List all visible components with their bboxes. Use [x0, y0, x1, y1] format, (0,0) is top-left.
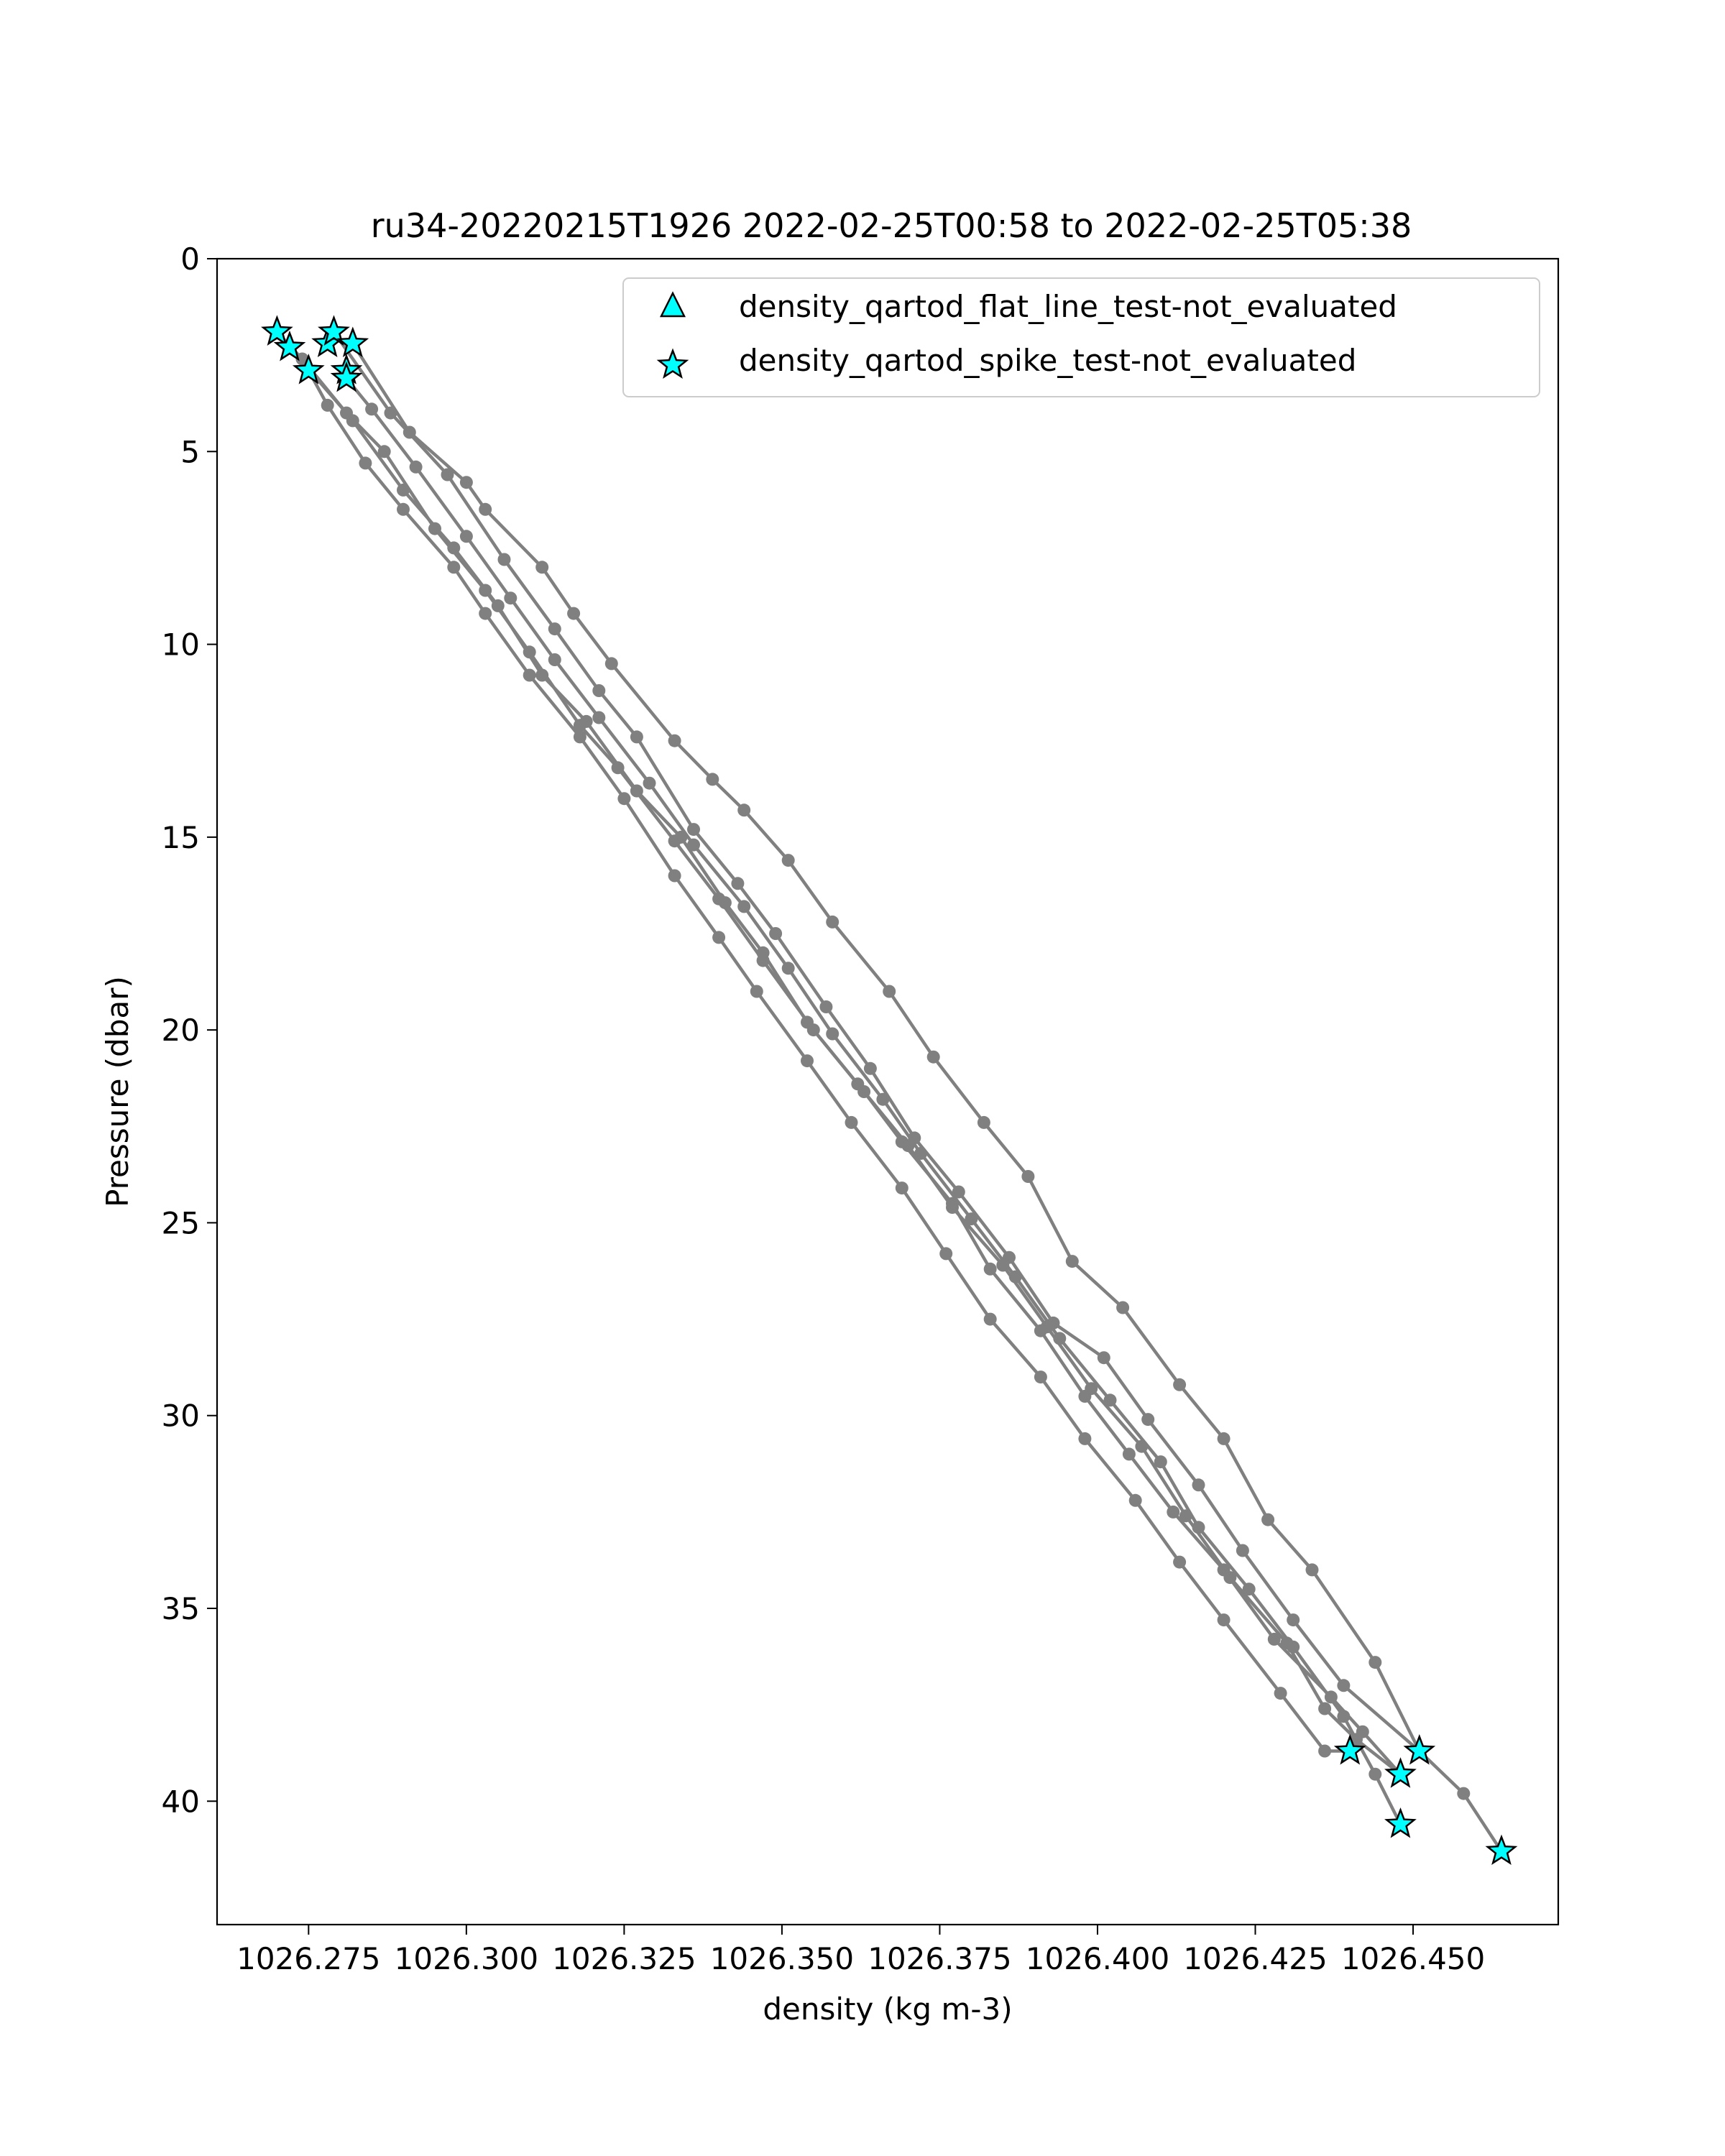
- y-tick-label: 0: [180, 241, 200, 277]
- profile-point: [1306, 1563, 1319, 1576]
- profile-point: [769, 927, 782, 940]
- profile-point: [801, 1054, 814, 1067]
- profile-point: [321, 399, 334, 412]
- profile-point: [1218, 1432, 1230, 1445]
- profile-point: [668, 834, 681, 847]
- profile-point: [1141, 1413, 1154, 1426]
- profile-point: [359, 456, 372, 469]
- x-tick-label: 1026.325: [552, 1941, 696, 1976]
- profile-point: [574, 730, 586, 743]
- y-tick-label: 20: [161, 1013, 200, 1049]
- profile-point: [807, 1023, 820, 1036]
- y-tick-label: 5: [180, 434, 200, 470]
- profile-point: [410, 461, 423, 474]
- profile-point: [737, 900, 750, 913]
- profile-point: [782, 962, 795, 975]
- profile-point: [864, 1062, 877, 1075]
- x-tick-label: 1026.375: [868, 1941, 1012, 1976]
- legend-label-flat-line: density_qartod_flat_line_test-not_evaluated: [739, 289, 1397, 324]
- profile-point: [1104, 1393, 1117, 1406]
- profile-point: [731, 877, 744, 890]
- chart-title: ru34-20220215T1926 2022-02-25T00:58 to 2022-02-25T05:38: [370, 206, 1412, 245]
- profile-point: [1123, 1447, 1136, 1460]
- y-tick-label: 40: [161, 1784, 200, 1820]
- profile-point: [612, 761, 625, 774]
- profile-point: [1287, 1641, 1300, 1654]
- y-tick-label: 35: [161, 1591, 200, 1627]
- profile-point: [876, 1093, 889, 1106]
- profile-point: [1053, 1332, 1066, 1345]
- profile-point: [712, 931, 725, 944]
- profile-point: [479, 584, 492, 597]
- x-tick-label: 1026.425: [1183, 1941, 1328, 1976]
- profile-point: [365, 402, 378, 415]
- profile-point: [978, 1116, 990, 1129]
- profile-point: [1243, 1583, 1256, 1595]
- profile-point: [1274, 1687, 1287, 1700]
- y-tick-label: 25: [161, 1205, 200, 1241]
- profile-point: [1098, 1351, 1110, 1364]
- profile-point: [447, 561, 460, 573]
- profile-point: [1078, 1390, 1091, 1403]
- profile-point: [1318, 1703, 1331, 1715]
- profile-point: [548, 653, 561, 666]
- profile-point: [548, 622, 561, 635]
- profile-point: [896, 1181, 908, 1194]
- y-tick-label: 10: [161, 627, 200, 663]
- profile-point: [479, 607, 492, 620]
- x-axis-label: density (kg m-3): [763, 1991, 1013, 2027]
- profile-point: [592, 711, 605, 724]
- x-tick-label: 1026.400: [1025, 1941, 1170, 1976]
- profile-point: [939, 1247, 952, 1260]
- profile-point: [1337, 1710, 1350, 1723]
- profile-point: [1368, 1768, 1381, 1781]
- profile-point: [428, 522, 441, 535]
- profile-point: [1356, 1726, 1369, 1738]
- profile-point: [1034, 1370, 1047, 1383]
- profile-point: [1116, 1302, 1129, 1314]
- y-tick-label: 30: [161, 1398, 200, 1434]
- x-tick-label: 1026.450: [1340, 1941, 1486, 1976]
- profile-point: [1078, 1432, 1091, 1445]
- profile-point: [397, 503, 410, 516]
- profile-point: [896, 1135, 908, 1148]
- profile-point: [712, 893, 725, 906]
- profile-point: [668, 870, 681, 883]
- profile-point: [984, 1313, 997, 1326]
- profile-point: [927, 1051, 940, 1064]
- profile-point: [460, 530, 473, 543]
- profile-point: [498, 553, 511, 566]
- profile-point: [757, 954, 770, 967]
- x-tick-label: 1026.275: [236, 1941, 381, 1976]
- profile-point: [782, 854, 795, 867]
- profile-point: [441, 469, 454, 482]
- profile-point: [687, 823, 700, 836]
- profile-point: [460, 476, 473, 489]
- profile-point: [340, 407, 353, 420]
- legend-label-spike: density_qartod_spike_test-not_evaluated: [739, 343, 1357, 378]
- profile-point: [1034, 1325, 1047, 1337]
- profile-point: [737, 803, 750, 816]
- profile-point: [504, 591, 517, 604]
- profile-point: [535, 561, 548, 573]
- profile-point: [592, 684, 605, 697]
- x-tick-label: 1026.300: [394, 1941, 539, 1976]
- profile-point: [1021, 1170, 1034, 1183]
- profile-point: [984, 1263, 997, 1276]
- profile-point: [523, 645, 536, 658]
- y-axis-label: Pressure (dbar): [100, 976, 135, 1207]
- profile-point: [1337, 1679, 1350, 1692]
- profile-point: [668, 734, 681, 747]
- profile-point: [1066, 1255, 1079, 1268]
- profile-point: [883, 985, 896, 998]
- profile-point: [1368, 1656, 1381, 1669]
- profile-point: [1167, 1506, 1179, 1519]
- profile-point: [1236, 1544, 1249, 1557]
- profile-point: [845, 1116, 858, 1129]
- profile-point: [687, 839, 700, 852]
- profile-point: [643, 777, 656, 790]
- profile-point: [1218, 1613, 1230, 1626]
- profile-point: [1173, 1378, 1186, 1391]
- profile-point: [1154, 1455, 1167, 1468]
- profile-point: [479, 503, 492, 516]
- profile-point: [826, 1028, 839, 1041]
- profile-point: [819, 1000, 832, 1013]
- profile-point: [567, 607, 580, 620]
- profile-point: [965, 1212, 978, 1225]
- profile-point: [706, 773, 719, 786]
- profile-point: [1192, 1521, 1205, 1534]
- legend: [623, 278, 1540, 397]
- profile-point: [630, 730, 643, 743]
- profile-point: [1192, 1478, 1205, 1491]
- profile-point: [1129, 1494, 1142, 1507]
- profile-point: [914, 1147, 927, 1160]
- profile-point: [750, 985, 763, 998]
- profile-point: [826, 916, 839, 929]
- profile-point: [1173, 1556, 1186, 1569]
- y-tick-label: 15: [161, 819, 200, 855]
- profile-point: [378, 445, 391, 458]
- profile-point: [1287, 1613, 1300, 1626]
- profile-point: [1268, 1633, 1281, 1646]
- profile-point: [1318, 1745, 1331, 1758]
- profile-point: [857, 1085, 870, 1098]
- profile-point: [1457, 1787, 1470, 1800]
- profile-point: [523, 669, 536, 682]
- profile-point: [1009, 1271, 1022, 1284]
- x-tick-label: 1026.350: [709, 1941, 855, 1976]
- profile-point: [1261, 1514, 1274, 1526]
- profile-point: [617, 792, 630, 805]
- profile-point: [605, 657, 618, 670]
- profile-point: [385, 407, 397, 420]
